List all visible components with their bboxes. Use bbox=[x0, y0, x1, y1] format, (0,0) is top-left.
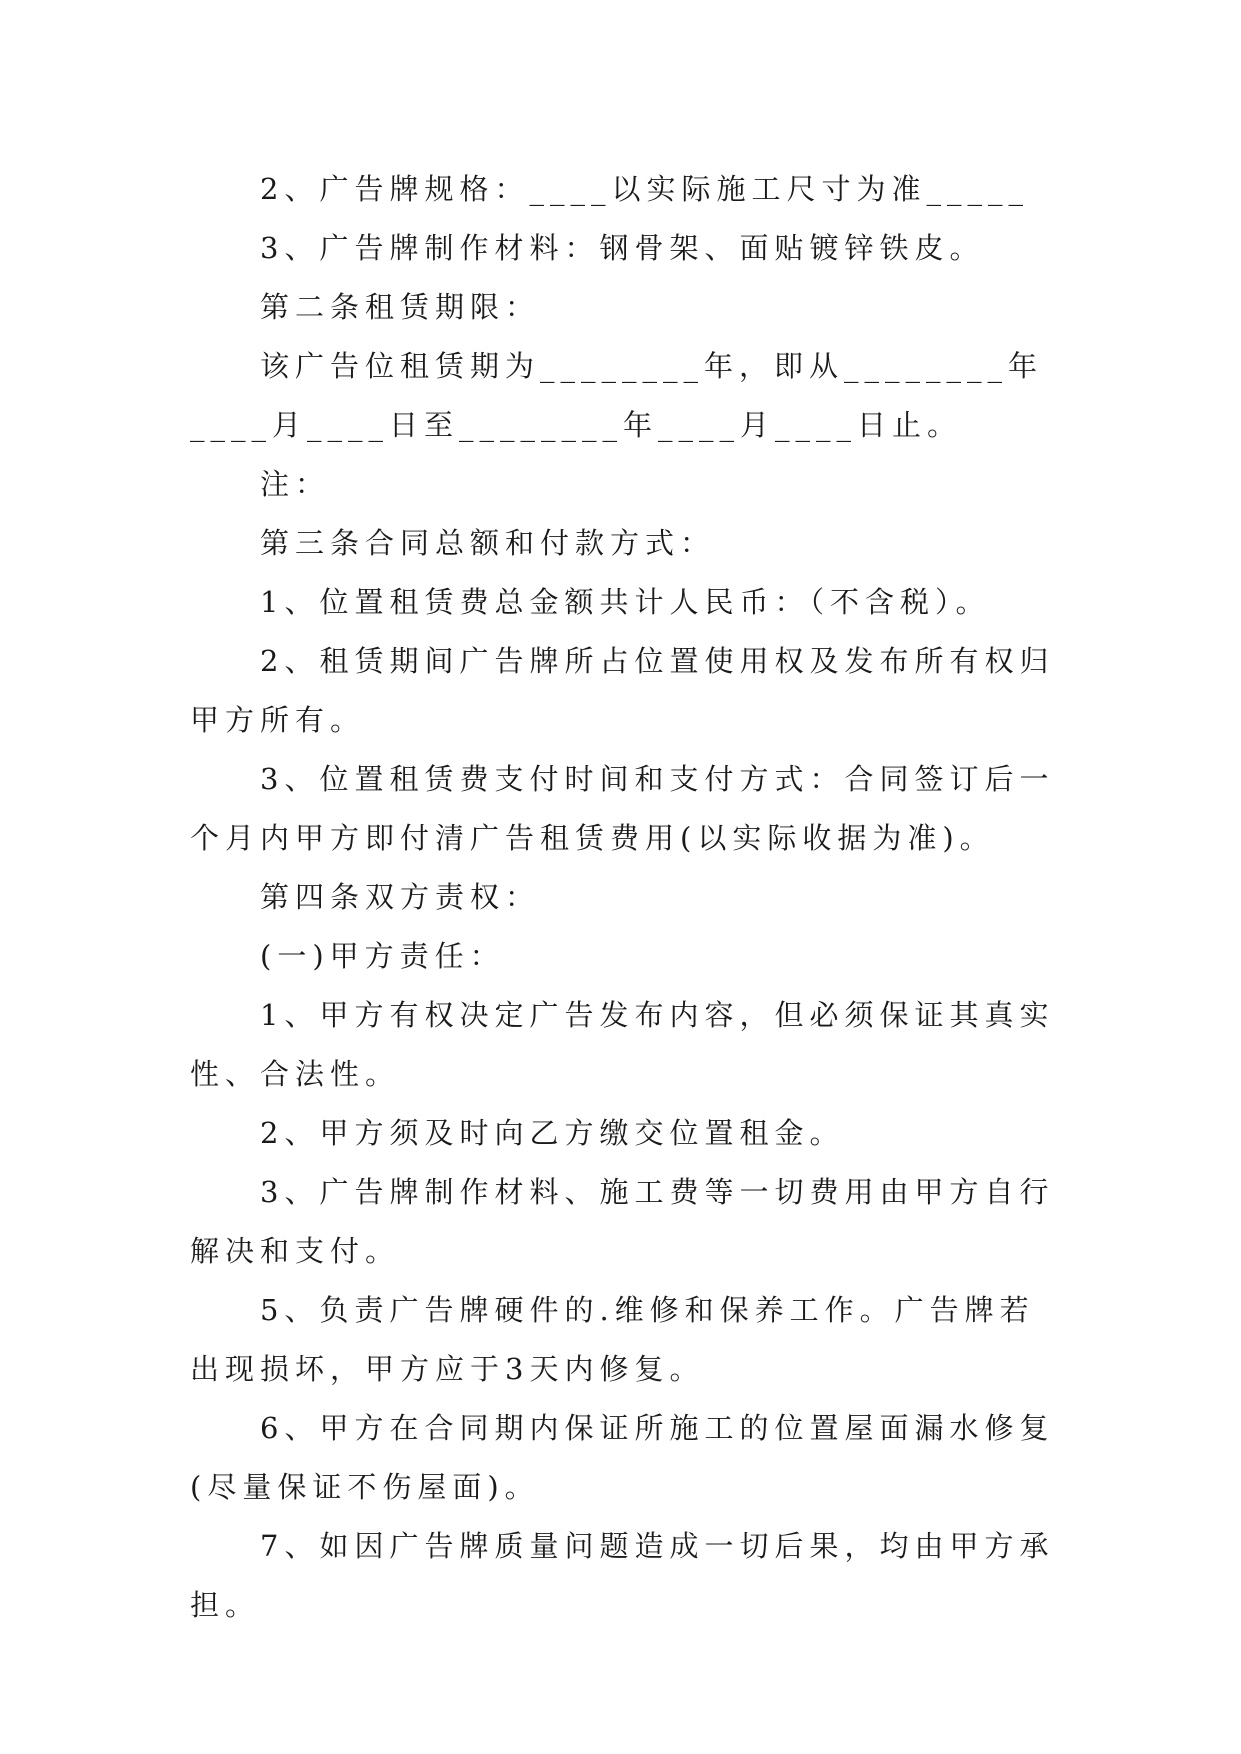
paragraph-liability: 7、如因广告牌质量问题造成一切后果，均由甲方承担。 bbox=[190, 1529, 1055, 1622]
paragraph-content-right: 1、甲方有权决定广告发布内容，但必须保证其真实性、合法性。 bbox=[190, 998, 1055, 1091]
paragraph-note: 注： bbox=[260, 467, 331, 501]
subheading-party-a: (一)甲方责任： bbox=[260, 939, 505, 973]
section-heading-payment: 第三条合同总额和付款方式： bbox=[260, 526, 716, 560]
paragraph-maintenance: 5、负责广告牌硬件的.维修和保养工作。广告牌若出现损坏，甲方应于3天内修复。 bbox=[190, 1293, 1035, 1386]
paragraph-spec: 2、广告牌规格：____以实际施工尺寸为准_____ bbox=[260, 172, 1029, 206]
section-heading-responsibilities: 第四条双方责权： bbox=[260, 880, 541, 914]
section-heading-lease-term: 第二条租赁期限： bbox=[260, 290, 541, 324]
paragraph-material: 3、广告牌制作材料：钢骨架、面贴镀锌铁皮。 bbox=[260, 231, 985, 265]
paragraph-costs: 3、广告牌制作材料、施工费等一切费用由甲方自行解决和支付。 bbox=[190, 1175, 1055, 1268]
paragraph-total-amount: 1、位置租赁费总金额共计人民币：（不含税）。 bbox=[260, 585, 991, 619]
paragraph-payment-time: 3、位置租赁费支付时间和支付方式：合同签订后一个月内甲方即付清广告租赁费用(以实际收据为准)。 bbox=[190, 762, 1055, 855]
document-body bbox=[190, 160, 1056, 1635]
paragraph-usage-right: 2、租赁期间广告牌所占位置使用权及发布所有权归甲方所有。 bbox=[190, 644, 1055, 737]
paragraph-roof-repair: 6、甲方在合同期内保证所施工的位置屋面漏水修复(尽量保证不伤屋面)。 bbox=[190, 1411, 1055, 1504]
paragraph-rent-payment: 2、甲方须及时向乙方缴交位置租金。 bbox=[260, 1116, 845, 1150]
paragraph-lease-period: 该广告位租赁期为________年，即从________年____月____日至________年____月____日止。 bbox=[190, 349, 1044, 442]
